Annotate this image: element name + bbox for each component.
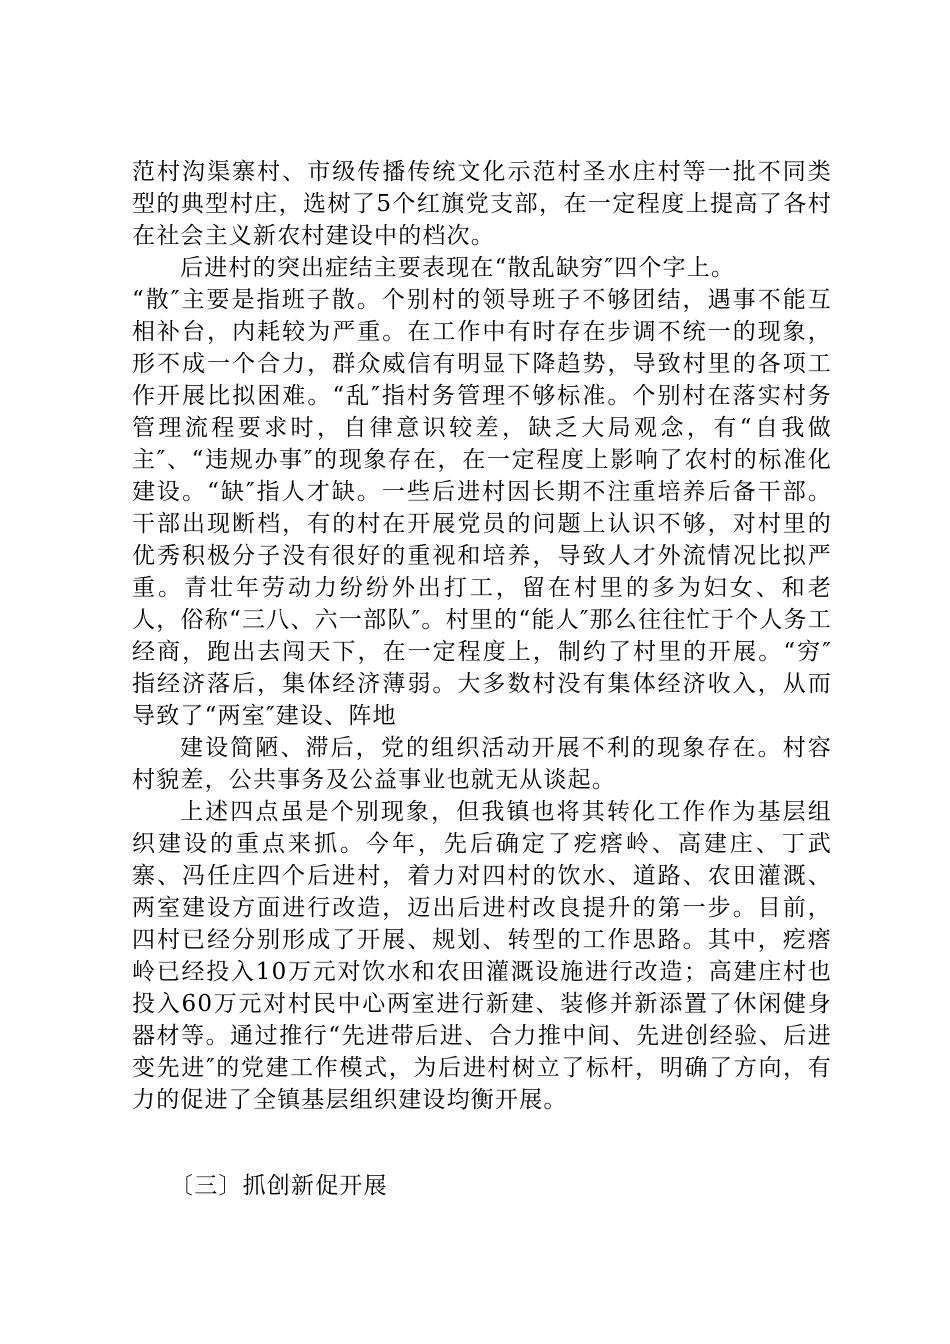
section-heading: 〔三〕抓创新促开展 <box>170 1173 388 1199</box>
paragraph-construction-lag: 建设简陋、滞后，党的组织活动开展不利的现象存在。村容村貌差，公共事务及公益事业也就无从谈起。 <box>132 735 832 793</box>
paragraph-backward-village-symptoms: 后进村的突出症结主要表现在“散乱缺穷″四个字上。 <box>180 255 736 281</box>
paragraph-four-problems: “散″主要是指班子散。个别村的领导班子不够团结，遇事不能互相补台，内耗较为严重。在工作中有时存在步调不统一的现象，形不成一个合力，群众威信有明显下降趋势，导致村里的各项工作开展比拟困难。“乱″指村务管理不够标准。个别村在落实村务管理流程要求时，自律意识较差，缺乏大局观念，有“自我做主″、“违规办事″的现象存在，在一定程度上影响了农村的标准化建设。“缺″指人才缺。一些后进村因长期不注重培养后备干部。干部出现断档，有的村在开展党员的问题上认识不够，对村里的优秀积极分子没有很好的重视和培养，导致人才外流情况比拟严重。青壮年劳动力纷纷外出打工，留在村里的多为妇女、和老人，俗称“三八、六一部队″。村里的“能人″那么往往忙于个人务工经商，跑出去闯天下，在一定程度上，制约了村里的开展。“穷″指经济落后，集体经济薄弱。大多数村没有集体经济收入，从而导致了“两室″建设、阵地 <box>132 287 832 729</box>
document-page <box>132 156 832 1202</box>
paragraph-continuation: 范村沟渠寨村、市级传播传统文化示范村圣水庄村等一批不同类型的典型村庄，选树了5个红旗党支部，在一定程度上提高了各村在社会主义新农村建设中的档次。 <box>132 159 832 249</box>
paragraph-transformation-work: 上述四点虽是个别现象，但我镇也将其转化工作作为基层组织建设的重点来抓。今年，先后确定了疙瘩岭、高建庄、丁武寨、冯任庄四个后进村，着力对四村的饮水、道路、农田灌溉、两室建设方面进行改造，迈出后进村改良提升的第一步。目前，四村已经分别形成了开展、规划、转型的工作思路。其中，疙瘩岭已经投入10万元对饮水和农田灌溉设施进行改造；高建庄村也投入60万元对村民中心两室进行新建、装修并新添置了休闲健身器材等。通过推行“先进带后进、合力推中间、先进创经验、后进变先进″的党建工作模式，为后进村树立了标杆，明确了方向，有力的促进了全镇基层组织建设均衡开展。 <box>132 799 832 1113</box>
